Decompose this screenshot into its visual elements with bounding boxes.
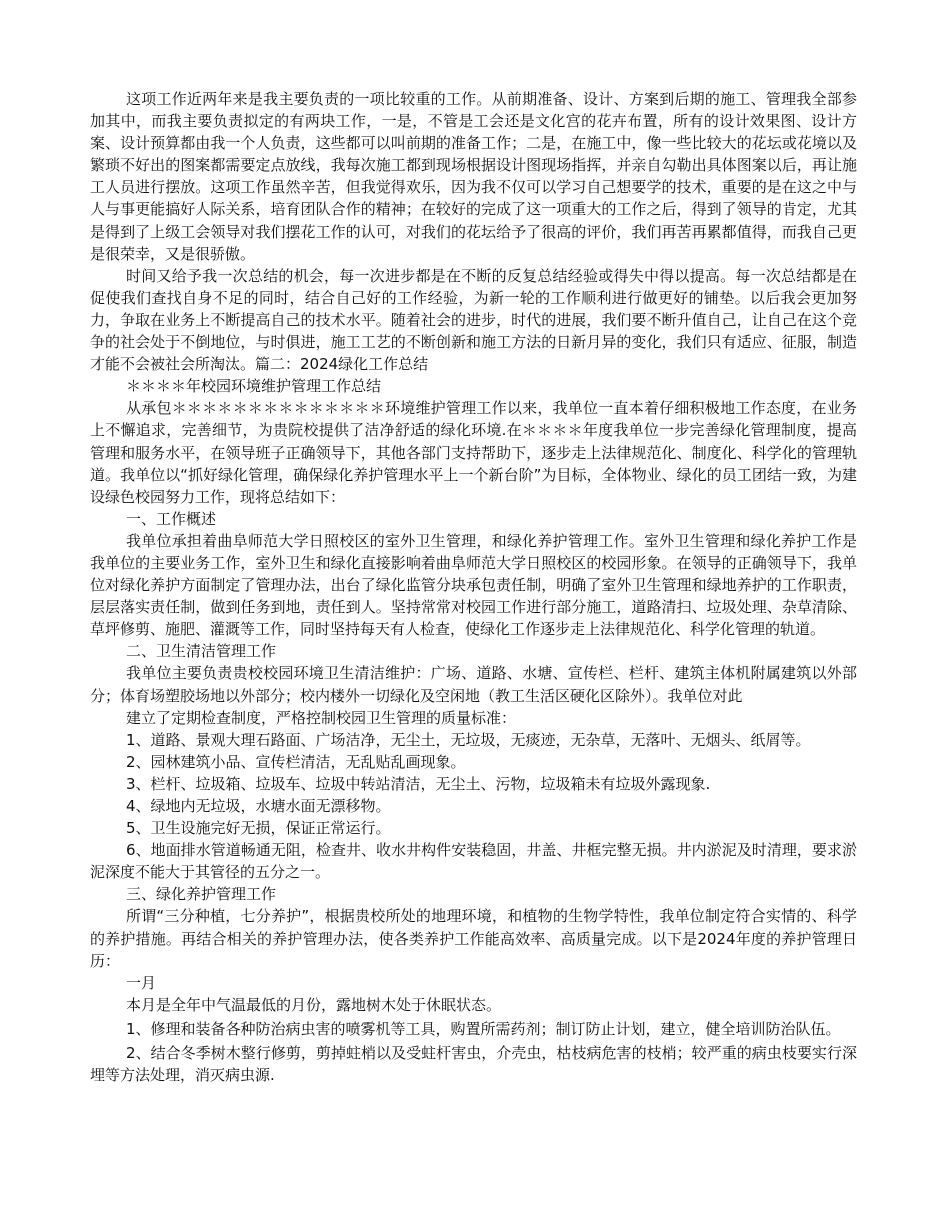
january-item-2: 2、结合冬季树木整行修剪，剪掉蛀梢以及受蛀杆害虫，介壳虫，枯枝病危害的枝梢；较严重的病虫枝要实行深埋等方法处理，消灭病虫源. xyxy=(90,1044,857,1085)
list-item-6: 6、地面排水管道畅通无阻，检查井、收水井构件安装稳固，井盖、井框完整无损。井内淤泥及时清理，要求淤泥深度不能大于其管径的五分之一。 xyxy=(90,841,857,882)
paragraph-intro: 从承包＊＊＊＊＊＊＊＊＊＊＊＊＊＊环境维护管理工作以来，我单位一直本着仔细积极地工作态度，在业务上不懈追求，完善细节，为贵院校提供了洁净舒适的绿化环境.在＊＊＊＊年度我单位一步完善绿化管理制度，提高管理和服务水平，在领导班子正确领导下，其他各部门支持帮助下，逐步走上法律规范化、制度化、科学化的管理轨道。我单位以“抓好绿化管理，确保绿化养护管理水平上一个新台阶”为目标，全体物业、绿化的员工团结一致，为建设绿色校园努力工作，现将总结如下： xyxy=(90,399,857,506)
paragraph-overview: 我单位承担着曲阜师范大学日照校区的室外卫生管理，和绿化养护管理工作。室外卫生管理和绿化养护工作是我单位的主要业务工作，室外卫生和绿化直接影响着曲阜师范大学日照校区的校园形象。在领导的正确领导下，我单位对绿化养护方面制定了管理办法，出台了绿化监管分块承包责任制，明确了室外卫生管理和绿地养护的工作职责，层层落实责任制，做到任务到地，责任到人。坚持常常对校园工作进行部分施工，道路清扫、垃圾处理、杂草清除、草坪修剪、施肥、灌溉等工作，同时坚持每天有人检查，使绿化工作逐步走上法律规范化、科学化管理的轨道。 xyxy=(90,531,857,639)
paragraph-2: 时间又给予我一次总结的机会，每一次进步都是在不断的反复总结经验或得失中得以提高。每一次总结都是在促使我们查找自身不足的同时，结合自己好的工作经验，为新一轮的工作顺利进行做更好的铺垫。以后我会更加努力，争取在业务上不断提高自己的技术水平。随着社会的进步，时代的进展，我们要不断升值自己，让自己在这个竞争的社会处于不倒地位，与时俱进，施工工艺的不断创新和施工方法的日新月异的变化，我们只有适应、征服，制造才能不会被社会所淘汰。篇二：2024绿化工作总结 xyxy=(90,266,857,374)
list-item-1: 1、道路、景观大理石路面、广场洁净，无尘土，无垃圾，无痰迹，无杂草，无落叶、无烟头、纸屑等。 xyxy=(126,730,811,749)
list-item-4: 4、绿地内无垃圾，水塘水面无漂移物。 xyxy=(126,797,391,815)
list-item-2: 2、园林建筑小品、宣传栏清洁，无乱贴乱画现象。 xyxy=(126,752,466,771)
paragraph-1: 这项工作近两年来是我主要负责的一项比较重的工作。从前期准备、设计、方案到后期的施工、管理我全部参加其中，而我主要负责拟定的有两块工作，一是，不管是工会还是文化宫的花卉布置，所有的设计效果图、设计方案、设计预算都由我一个人负责，这些都可以叫前期的准备工作；二是，在施工中，像一些比较大的花坛或花境以及繁琐不好出的图案都需要定点放线，我每次施工都到现场根据设计图现场指挥，并亲自勾勒出具体图案以后，再让施工人员进行摆放。这项工作虽然辛苦，但我觉得欢乐，因为我不仅可以学习自己想要学的技术，重要的是在这之中与人与事更能搞好人际关系，培育团队合作的精神；在较好的完成了这一项重大的工作之后，得到了领导的肯定，尤其是得到了上级工会领导对我们摆花工作的认可，对我们的花坛给予了很高的评价，我们再苦再累都值得，而我自己更是很荣幸，又是很骄傲。 xyxy=(90,90,857,263)
list-item-5: 5、卫生设施完好无损，保证正常运行。 xyxy=(126,819,391,838)
heading-overview: 一、工作概述 xyxy=(126,509,217,528)
paragraph-january: 本月是全年中气温最低的月份，露地树木处于休眠状态。 xyxy=(126,995,502,1014)
section-title: ＊＊＊＊年校园环境维护管理工作总结 xyxy=(126,377,382,396)
list-item-3: 3、栏杆、垃圾箱、垃圾车、垃圾中转站清洁，无尘土、污物，垃圾箱未有垃圾外露现象. xyxy=(126,774,711,793)
heading-january: 一月 xyxy=(126,973,157,992)
january-item-1: 1、修理和装备各种防治病虫害的喷雾机等工具，购置所需药剂；制订防止计划，建立，健全培训防治队伍。 xyxy=(126,1019,841,1038)
paragraph-standards-intro: 建立了定期检查制度，严格控制校园卫生管理的质量标准： xyxy=(126,708,517,727)
paragraph-greening: 所谓“三分种植，七分养护”，根据贵校所处的地理环境，和植物的生物学特性，我单位制定符合实情的、科学的养护措施。再结合相关的养护管理办法，使各类养护工作能高效率、高质量完成。以下是2024年度的养护管理日历： xyxy=(90,907,857,970)
heading-greening: 三、绿化养护管理工作 xyxy=(126,885,277,904)
heading-cleaning: 二、卫生清洁管理工作 xyxy=(126,642,277,661)
paragraph-cleaning: 我单位主要负责贵校校园环境卫生清洁维护：广场、道路、水塘、宣传栏、栏杆、建筑主体机附属建筑以外部分；体育场塑胶场地以外部分；校内楼外一切绿化及空闲地（教工生活区硬化区除外）。我单位对此 xyxy=(90,664,857,705)
